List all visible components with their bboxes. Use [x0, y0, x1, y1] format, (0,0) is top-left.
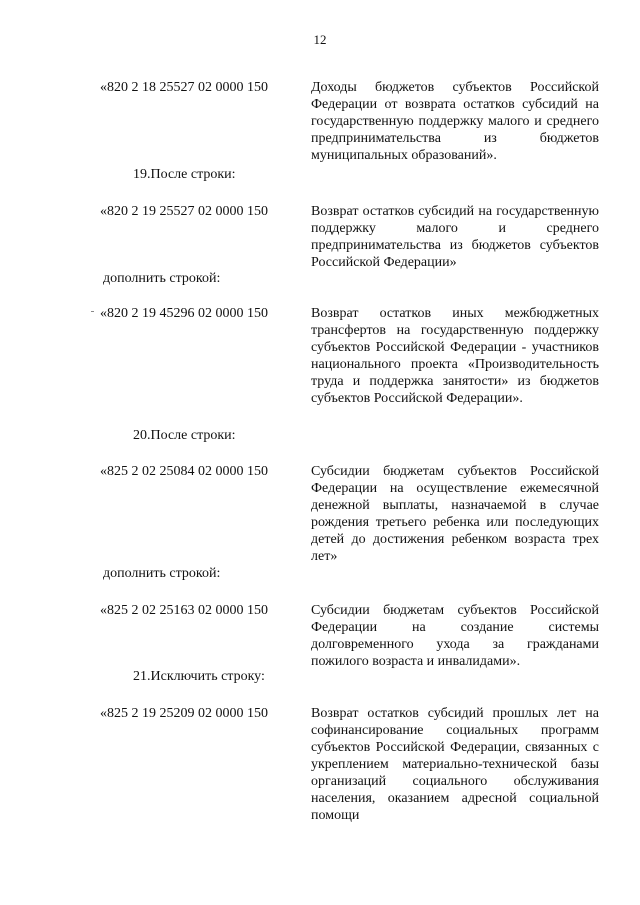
budget-description: Субсидии бюджетам субъектов Российской Федерации на создание системы долговременного ухода за гражданами пожилого возраста и инвалидами».	[311, 603, 599, 669]
budget-entry	[100, 203, 600, 271]
instruction-after-line-19: 19.После строки:	[133, 167, 236, 182]
budget-code: «825 2 19 25209 02 0000 150	[100, 706, 268, 721]
budget-description: Возврат остатков субсидий прошлых лет на софинансирование социальных программ субъектов Российской Федерации, связанных с укреплением материально-технической базы организаций социального обслуживания населения, оказанием адресной социальной помощи	[311, 706, 599, 823]
budget-entry	[100, 602, 600, 670]
margin-mark	[91, 311, 94, 312]
budget-code: «825 2 02 25084 02 0000 150	[100, 464, 268, 479]
instruction-exclude-line-21: 21.Исключить строку:	[133, 669, 265, 684]
budget-entry	[100, 79, 600, 164]
instruction-add-line: дополнить строкой:	[103, 271, 221, 286]
budget-code: «820 2 18 25527 02 0000 150	[100, 80, 268, 95]
budget-entry	[100, 305, 600, 407]
instruction-add-line: дополнить строкой:	[103, 566, 221, 581]
budget-code: «820 2 19 25527 02 0000 150	[100, 204, 268, 219]
budget-description: Доходы бюджетов субъектов Российской Федерации от возврата остатков субсидий на государственную поддержку малого и среднего предпринимательства из бюджетов муниципальных образований».	[311, 80, 599, 163]
budget-description: Субсидии бюджетам субъектов Российской Федерации на осуществление ежемесячной денежной выплаты, назначаемой в случае рождения третьего ребенка или последующих детей до достижения ребенком возраста трех лет»	[311, 464, 599, 564]
budget-description: Возврат остатков иных межбюджетных трансфертов на государственную поддержку субъектов Российской Федерации - участников национального проекта «Производительность труда и поддержка занятости» из бюджетов субъектов Российской Федерации».	[311, 306, 599, 406]
page-number: 12	[313, 32, 327, 47]
budget-entry	[100, 463, 600, 565]
budget-description: Возврат остатков субсидий на государственную поддержку малого и среднего предпринимательства из бюджетов субъектов Российской Федерации»	[311, 204, 599, 270]
budget-code: «820 2 19 45296 02 0000 150	[100, 306, 268, 321]
budget-entry	[100, 705, 600, 824]
budget-code: «825 2 02 25163 02 0000 150	[100, 603, 268, 618]
instruction-after-line-20: 20.После строки:	[133, 428, 236, 443]
